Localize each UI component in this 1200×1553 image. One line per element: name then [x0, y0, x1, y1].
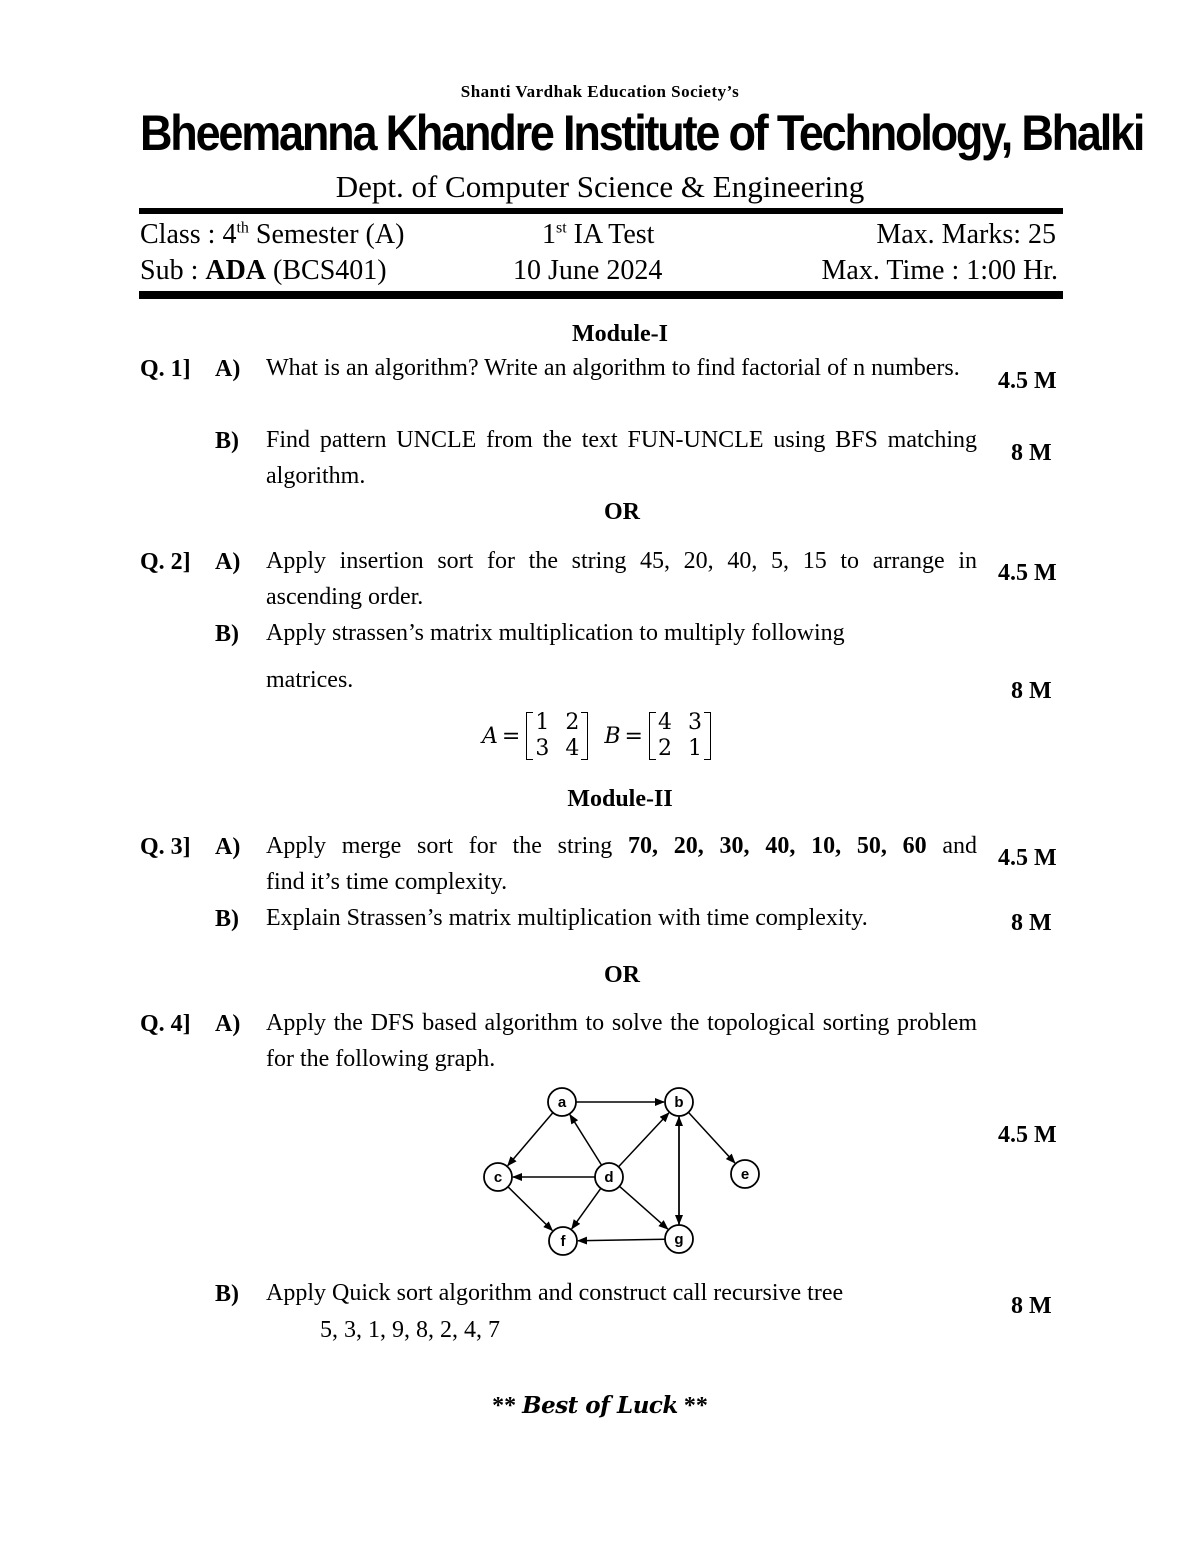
department-name: Dept. of Computer Science & Engineering: [335, 169, 865, 204]
matrix-a: 1 2 3 4: [526, 710, 588, 762]
test-date: 10 June 2024: [513, 255, 663, 286]
q3b-marks: 8 M: [1011, 910, 1052, 936]
q3b-label: B): [215, 906, 239, 932]
graph-edge-a-c: [508, 1113, 553, 1166]
graph-edge-d-a: [570, 1115, 602, 1165]
header-top-rule: [139, 208, 1063, 214]
q2-number: Q. 2]: [140, 549, 191, 575]
subject-info: Sub : ADA (BCS401): [140, 255, 387, 286]
graph-node-a: [548, 1088, 576, 1116]
graph-edge-b-e: [688, 1112, 734, 1163]
matrix-a-name: A: [482, 723, 498, 749]
q2a-text: Apply insertion sort for the string 45, 20, 40, 5, 15 to arrange in ascending order.: [266, 548, 977, 610]
q3-number: Q. 3]: [140, 834, 191, 860]
q4b-sequence: 5, 3, 1, 9, 8, 2, 4, 7: [320, 1317, 500, 1343]
graph-node-b: [665, 1088, 693, 1116]
svg-text:g: g: [674, 1231, 684, 1248]
graph-node-f: [549, 1227, 577, 1255]
q2a-marks: 4.5 M: [998, 560, 1057, 586]
q3a-text-line2: find it’s time complexity.: [266, 869, 508, 895]
matrix-b-name: B: [604, 723, 621, 749]
graph-node-g: [665, 1225, 693, 1253]
or-separator-2: OR: [604, 962, 640, 988]
institute-name: Bheemanna Khandre Institute of Technology, Bhalki: [140, 104, 1144, 162]
topological-graph: [470, 1080, 780, 1270]
q1-number: Q. 1]: [140, 356, 191, 382]
graph-edge-g-f: [578, 1239, 665, 1241]
graph-edge-c-f: [508, 1187, 552, 1231]
graph-node-d: [595, 1163, 623, 1191]
q1b-marks: 8 M: [1011, 440, 1052, 466]
q1b-text: Find pattern UNCLE from the text FUN-UNCLE using BFS matching algorithm.: [266, 427, 977, 489]
q1a-text: What is an algorithm? Write an algorithm to find factorial of n numbers.: [266, 355, 960, 381]
matrix-b: 4 3 2 1: [649, 710, 711, 762]
matrix-equation: A = 1 2 3 4 B = 4 3 2 1: [478, 710, 717, 762]
society-name: Shanti Vardhak Education Society’s: [460, 82, 740, 101]
graph-edge-d-b: [619, 1113, 669, 1167]
q4b-marks: 8 M: [1011, 1293, 1052, 1319]
module-2-heading: Module-II: [567, 786, 673, 812]
q1a-marks: 4.5 M: [998, 368, 1057, 394]
q4a-text: Apply the DFS based algorithm to solve the topological sorting problem for the following graph.: [266, 1010, 977, 1072]
q3a-label: A): [215, 834, 241, 860]
svg-text:c: c: [493, 1169, 503, 1186]
q2b-label: B): [215, 621, 239, 647]
svg-text:d: d: [604, 1169, 614, 1186]
graph-edge-d-g: [619, 1186, 667, 1229]
header-bottom-rule: [139, 291, 1063, 299]
q2a-label: A): [215, 549, 241, 575]
max-marks: Max. Marks: 25: [876, 219, 1056, 250]
svg-text:b: b: [674, 1094, 684, 1111]
q4b-text: Apply Quick sort algorithm and construct call recursive tree: [266, 1280, 844, 1306]
module-1-heading: Module-I: [572, 321, 668, 347]
q4a-label: A): [215, 1011, 241, 1037]
q4a-marks: 4.5 M: [998, 1122, 1057, 1148]
or-separator-1: OR: [604, 499, 640, 525]
q3b-text: Explain Strassen’s matrix multiplication with time complexity.: [266, 905, 868, 931]
q4-number: Q. 4]: [140, 1011, 191, 1037]
q3a-marks: 4.5 M: [998, 845, 1057, 871]
svg-text:f: f: [560, 1233, 566, 1250]
q1a-label: A): [215, 356, 241, 382]
q2b-marks: 8 M: [1011, 678, 1052, 704]
q4b-label: B): [215, 1281, 239, 1307]
svg-text:e: e: [740, 1166, 750, 1183]
max-time: Max. Time : 1:00 Hr.: [821, 255, 1058, 286]
q1b-label: B): [215, 428, 239, 454]
class-info: Class : 4th Semester (A): [140, 219, 405, 250]
graph-node-e: [731, 1160, 759, 1188]
best-of-luck: ** Best of Luck **: [492, 1392, 708, 1419]
q3a-text-line1: Apply merge sort for the string 70, 20, 30, 40, 10, 50, 60 and: [266, 833, 978, 859]
graph-node-c: [484, 1163, 512, 1191]
q2b-text-line2: matrices.: [266, 667, 354, 693]
graph-edge-d-f: [572, 1188, 601, 1228]
test-info: 1st IA Test: [542, 219, 655, 250]
svg-text:a: a: [557, 1094, 567, 1111]
q2b-text-line1: Apply strassen’s matrix multiplication to multiply following: [266, 620, 845, 646]
